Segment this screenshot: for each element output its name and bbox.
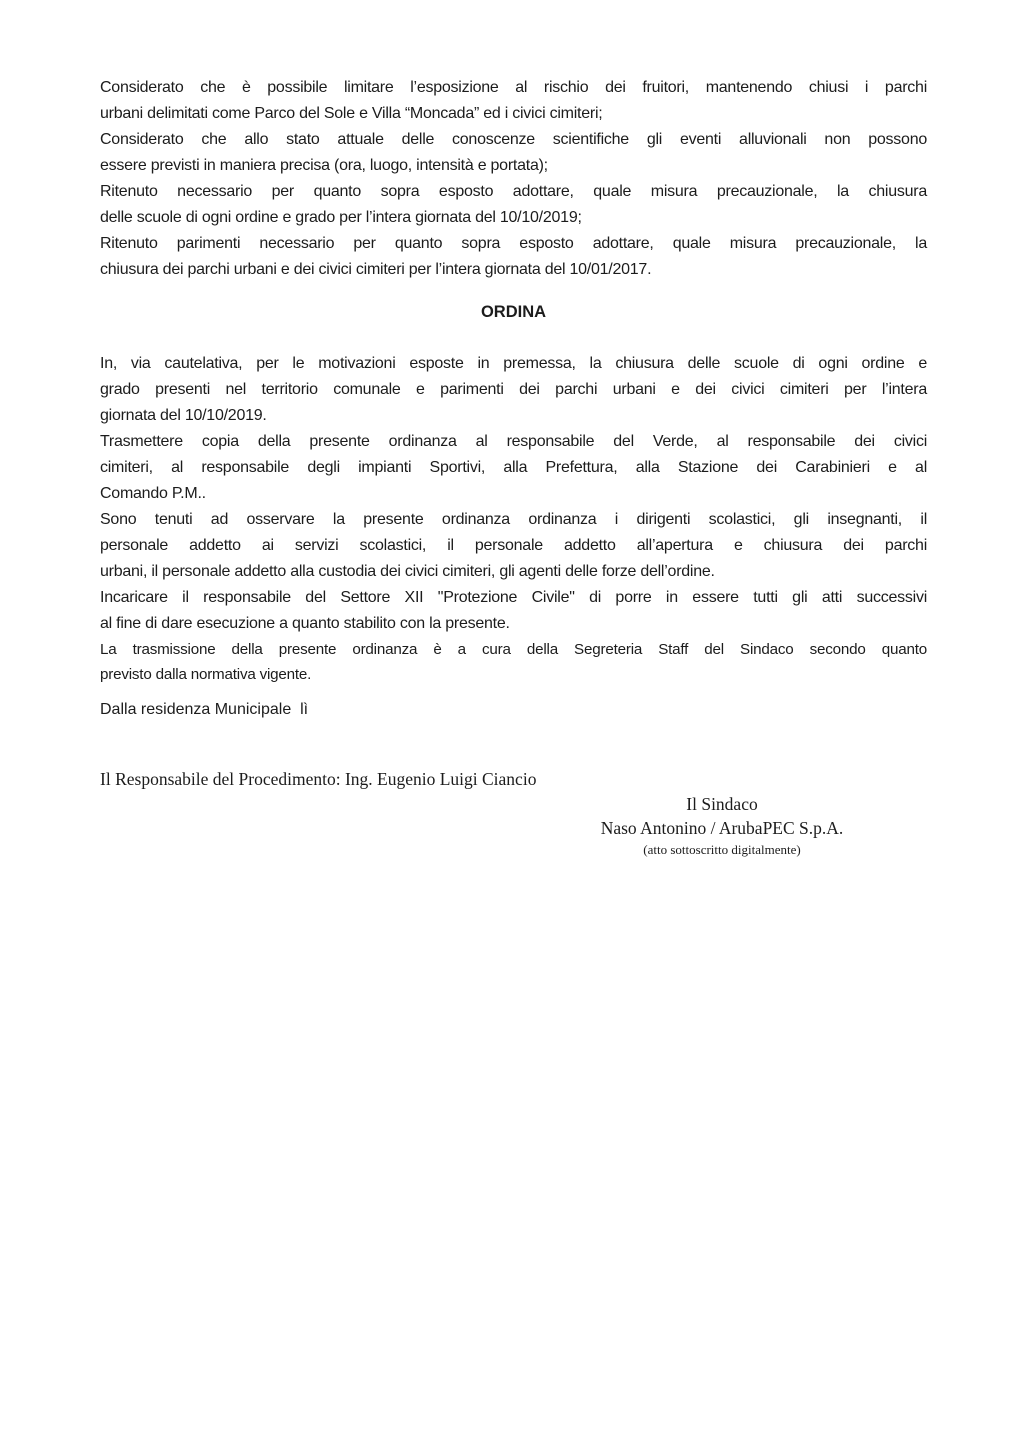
text-line: In, via cautelativa, per le motivazioni esposte in premessa, la chiusura delle scuole di ogni ordine e bbox=[100, 355, 927, 372]
signature-block bbox=[552, 792, 892, 859]
paragraph bbox=[100, 179, 927, 231]
dateline: Dalla residenza Municipale lì bbox=[100, 701, 309, 718]
text-line: personale addetto ai servizi scolastici, il personale addetto all’apertura e chiusura dei parchi bbox=[100, 537, 927, 554]
signature-note: (atto sottoscritto digitalmente) bbox=[643, 842, 801, 857]
paragraph bbox=[100, 351, 927, 429]
text-line: essere previsti in maniera precisa (ora, luogo, intensità e portata); bbox=[100, 157, 548, 174]
text-line: urbani, il personale addetto alla custodia dei civici cimiteri, gli agenti delle forze dell’ordine. bbox=[100, 563, 715, 580]
paragraph bbox=[100, 637, 927, 687]
text-line: Trasmettere copia della presente ordinanza al responsabile del Verde, al responsabile dei civici bbox=[100, 433, 927, 450]
text-line: Comando P.M.. bbox=[100, 485, 206, 502]
text-line: urbani delimitati come Parco del Sole e Villa “Moncada” ed i civici cimiteri; bbox=[100, 105, 603, 122]
paragraph bbox=[100, 231, 927, 283]
preamble-section bbox=[100, 75, 927, 283]
ordina-heading: ORDINA bbox=[480, 303, 547, 321]
text-line: al fine di dare esecuzione a quanto stabilito con la presente. bbox=[100, 615, 510, 632]
order-body-section bbox=[100, 351, 927, 637]
paragraph bbox=[100, 75, 927, 127]
responsible-line: Il Responsabile del Procedimento: Ing. Eugenio Luigi Ciancio bbox=[100, 769, 537, 789]
text-line: Ritenuto parimenti necessario per quanto sopra esposto adottare, quale misura precauzionale, la bbox=[100, 235, 927, 252]
text-line: delle scuole di ogni ordine e grado per l’intera giornata del 10/10/2019; bbox=[100, 209, 582, 226]
text-line: previsto dalla normativa vigente. bbox=[100, 666, 312, 683]
text-line: La trasmissione della presente ordinanza è a cura della Segreteria Staff del Sindaco secondo quanto bbox=[100, 641, 927, 658]
text-line: grado presenti nel territorio comunale e parimenti dei parchi urbani e dei civici cimiteri per l’intera bbox=[100, 381, 927, 398]
text-line: chiusura dei parchi urbani e dei civici cimiteri per l’intera giornata del 10/01/2017. bbox=[100, 261, 652, 278]
transmission-section bbox=[100, 637, 927, 687]
text-line: cimiteri, al responsabile degli impianti Sportivi, alla Prefettura, alla Stazione dei Carabinieri e al bbox=[100, 459, 927, 476]
paragraph bbox=[100, 429, 927, 507]
signature-role: Il Sindaco bbox=[686, 794, 758, 814]
paragraph bbox=[100, 507, 927, 585]
signature-name: Naso Antonino / ArubaPEC S.p.A. bbox=[600, 818, 844, 838]
text-line: Ritenuto necessario per quanto sopra esposto adottare, quale misura precauzionale, la chiusura bbox=[100, 183, 927, 200]
text-line: Considerato che è possibile limitare l’esposizione al rischio dei fruitori, mantenendo chiusi i parchi bbox=[100, 79, 927, 96]
text-line: giornata del 10/10/2019. bbox=[100, 407, 267, 424]
paragraph bbox=[100, 585, 927, 637]
text-line: Incaricare il responsabile del Settore XII "Protezione Civile" di porre in essere tutti gli atti successivi bbox=[100, 589, 927, 606]
text-line: Considerato che allo stato attuale delle conoscenze scientifiche gli eventi alluvionali non possono bbox=[100, 131, 927, 148]
paragraph bbox=[100, 127, 927, 179]
text-line: Sono tenuti ad osservare la presente ordinanza ordinanza i dirigenti scolastici, gli insegnanti, il bbox=[100, 511, 927, 528]
